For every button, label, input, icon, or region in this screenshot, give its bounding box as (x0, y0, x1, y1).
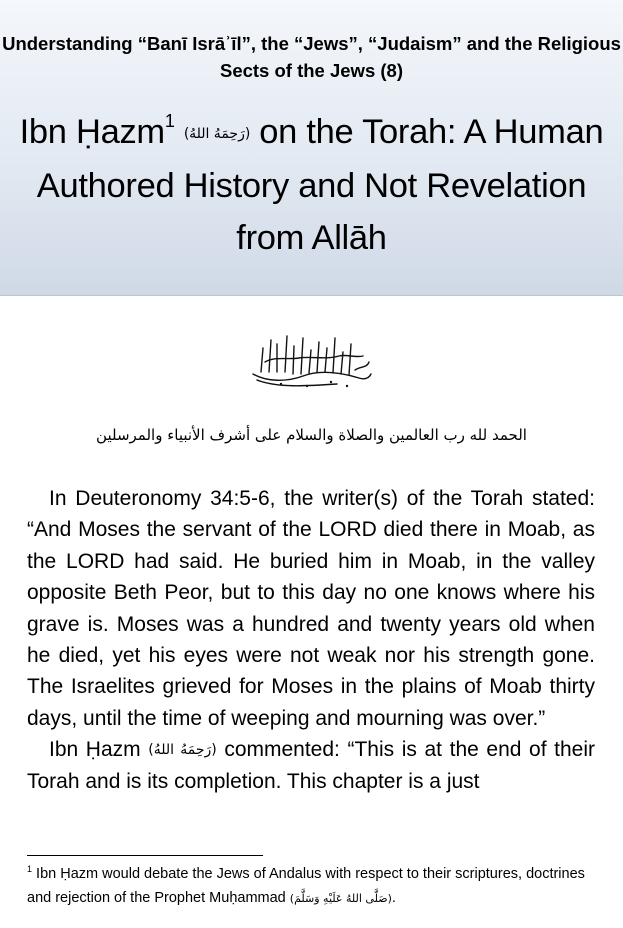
honorific-glyph: (رَحِمَهُ اللهُ) (183, 125, 250, 142)
basmala-icon (247, 330, 377, 392)
title-name: Ibn Ḥazm (19, 113, 165, 151)
honorific-glyph: (رَحِمَهُ اللهُ) (148, 742, 217, 758)
footnote-text: Ibn Ḥazm would debate the Jews of Andalus with respect to their scriptures, doctrines and rejection of the Prophet Muḥammad (27, 866, 585, 906)
footnote-end: . (391, 890, 396, 906)
body-text (27, 483, 595, 798)
salutation-glyph: (صَلَّى اللهُ عَلَيْهِ وَسَلَّمَ) (289, 892, 392, 905)
title-subject: on the Torah: A Human Authored History and Not Revelation from Allāh (36, 113, 604, 257)
page-title (0, 106, 623, 264)
basmala-calligraphy (0, 330, 623, 397)
series-title: Understanding “Banī Isrāʾīl”, the “Jews”, “Judaism” and the Religious Sects of the Jews (8) (2, 33, 621, 81)
footnote-number: 1 (27, 864, 33, 875)
paragraph-1: In Deuteronomy 34:5-6, the writer(s) of the Torah stated: “And Moses the servant of the LORD died there in Moab, as the LORD had said. He buried him in Moab, in the valley opposite Beth Peor, but to this day no one knows where his grave is. Moses was a hundred and twenty years old when he died, yet his eyes were not weak nor his strength gone. The Israelites grieved for Moses in the plains of Moab thirty days, until the time of weeping and mourning was over.” (27, 487, 595, 730)
header-banner (0, 0, 623, 296)
footnote (27, 862, 595, 911)
paragraph-2-text: commented: “This is at the end of their Torah and is its completion. This chapter is a just (27, 738, 596, 794)
paragraph-2 (27, 734, 595, 798)
arabic-praise-line: الحمد لله رب العالمين والصلاة والسلام على أشرف الأنبياء والمرسلين (96, 426, 527, 444)
paragraph-2-name: Ibn Ḥazm (49, 738, 141, 762)
footnote-divider (27, 855, 263, 856)
footnote-marker: 1 (164, 110, 175, 131)
